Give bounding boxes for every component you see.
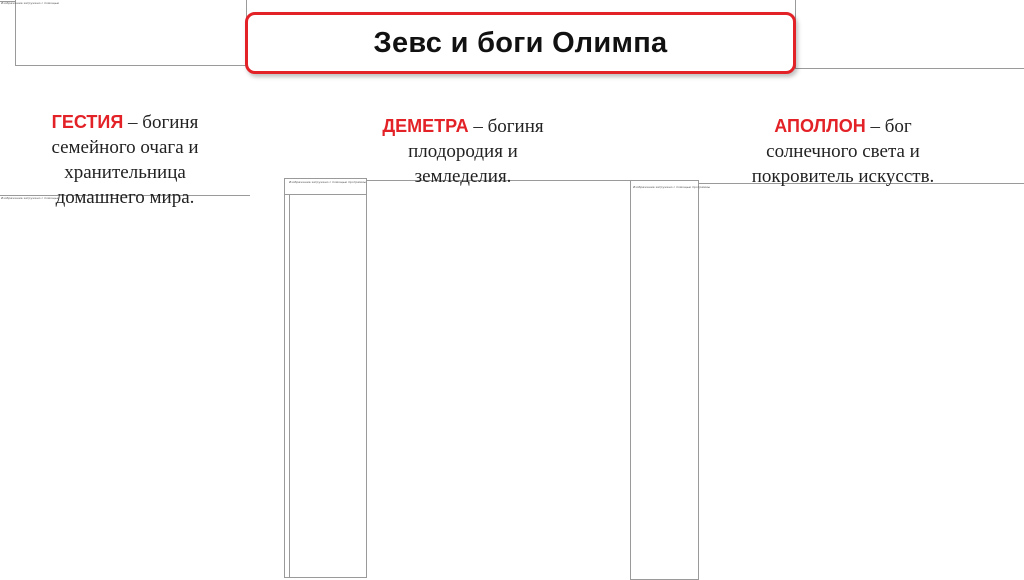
placeholder-caption-mid-left: Изображение загружено с помощью программы [289, 180, 367, 184]
placeholder-caption-top: Изображение загружено с помощью [1, 1, 60, 5]
god-card-hestia [0, 110, 250, 210]
divider-line-mid-left [284, 194, 367, 195]
placeholder-caption-mid-right: Изображение загружено с помощью программы [633, 185, 711, 189]
god-name: ДЕМЕТРА [382, 116, 469, 136]
image-placeholder-frame-mid-left [284, 178, 367, 578]
god-desc-line: – богиня [123, 112, 199, 133]
image-placeholder-frame-top-left [15, 0, 247, 66]
god-desc-line: домашнего мира. [55, 187, 195, 208]
god-card-apollo [708, 114, 978, 189]
god-desc-line: земледелия. [414, 166, 512, 187]
god-card-demeter [338, 114, 588, 189]
god-desc-line: плодородия и [408, 141, 518, 162]
slide-title: Зевс и боги Олимпа [373, 26, 668, 59]
god-desc-line: покровитель искусств. [751, 166, 935, 187]
god-desc-line: хранительница [64, 162, 186, 183]
god-name: ГЕСТИЯ [51, 112, 124, 132]
god-name: АПОЛЛОН [774, 116, 866, 136]
divider-line-vertical [289, 194, 290, 578]
god-desc-line: – бог [865, 116, 912, 137]
placeholder-caption-left: Изображение загружено с помощью [1, 196, 60, 200]
slide-title-box [245, 12, 796, 74]
god-desc-line: солнечного света и [766, 141, 920, 162]
image-placeholder-frame-top-right [795, 0, 1024, 69]
image-placeholder-frame-mid-right [630, 180, 699, 580]
god-desc-line: семейного очага и [51, 137, 199, 158]
god-desc-line: – богиня [468, 116, 544, 137]
